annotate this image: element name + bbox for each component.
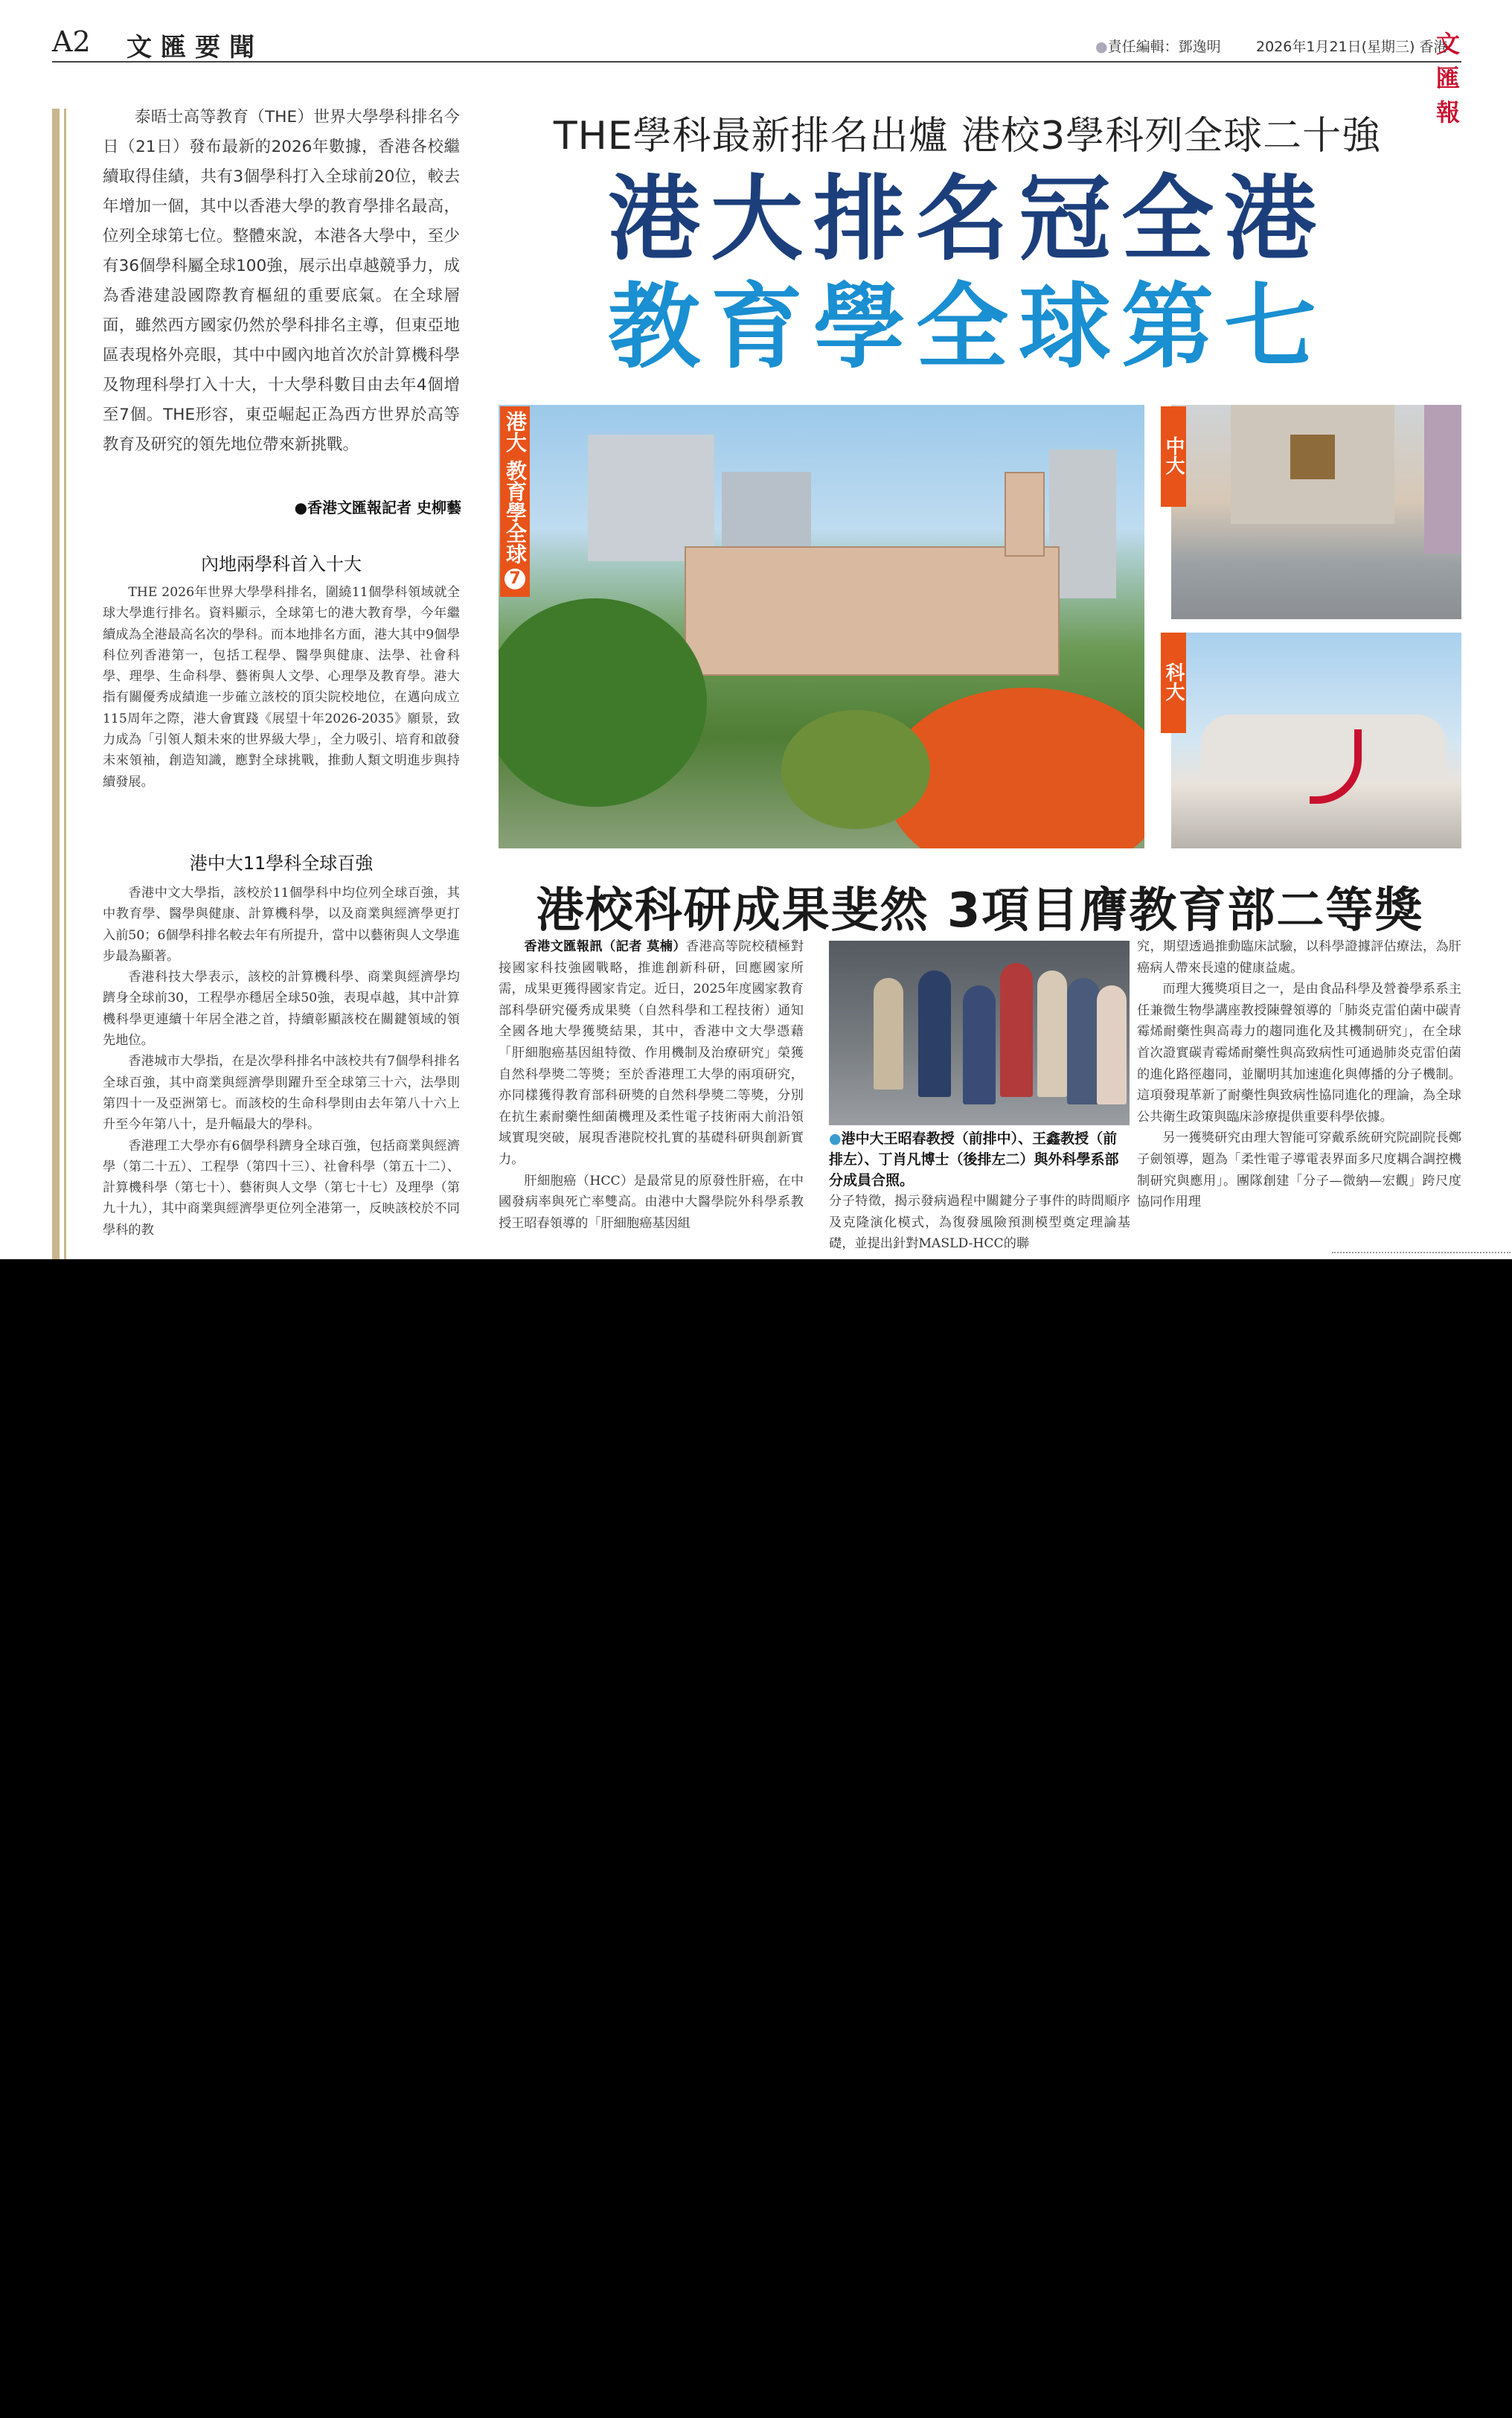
tag-hku-rank: 7 — [504, 569, 525, 589]
tree — [781, 710, 930, 829]
paragraph: THE 2026年世界大學學科排名，圍繞11個學科領域就全球大學進行排名。資料顯示，全球第七的港大教育學，今年繼續成為全港最高名次的學科。而本地排名方面，港大其中9個學科位列香港第一，包括工程學、醫學與健康、法學、社會科學、理學、生命科學、藝術與人文學、心理學及教育學。港大指有關優秀成績進一步確立該校的頂尖院校地位，在邁向成立115周年之際，港大會實踐《展望十年2026-2035》願景，致力成為「引領人類未來的世界級大學」，全力吸引、培育和啟發未來領袖，創造知識，應對全球挑戰，推動人類文明進步與持續發展。 — [103, 585, 460, 790]
issue-date: 2026年1月21日(星期三) 香港 — [1256, 39, 1448, 55]
research-column-2 — [829, 1191, 1130, 1255]
bullet-icon: ● — [1095, 39, 1108, 55]
research-column-3 — [1137, 936, 1461, 1213]
photo-caption — [829, 1128, 1130, 1191]
clock-tower — [1005, 472, 1045, 557]
paragraph: 香港城市大學指，在是次學科排名中該校共有7個學科排名全球百強，其中商業與經濟學則躍升至全球第三十六，法學則第四十一及亞洲第七。而該校的生命科學則由去年第八十六上升至今年第八十，是升幅最大的學科。 — [103, 1054, 460, 1133]
dateline: 香港文匯報訊（記者 莫楠） — [524, 939, 686, 954]
page-number: A2 — [52, 25, 91, 58]
person — [918, 970, 951, 1097]
intro-paragraph: 泰晤士高等教育（THE）世界大學學科排名今日（21日）發布最新的2026年數據，香港各校繼續取得佳績，共有3個學科打入全球前20位，較去年增加一個，其中以香港大學的教育學排名最高，位列全球第七位。整體來說，本港各大學中，至少有36個學科屬全球100強，展示出卓越競爭力，成為香港建設國際教育樞紐的重要底氣。在全球層面，雖然西方國家仍然於學科排名主導，但東亞地區表現格外亮眼，其中中國內地首次於計算機科學及物理科學打入十大，十大學科數目由去年4個增至7個。THE形容，東亞崛起正為西方世界於高等教育及研究的領先地位帶來新挑戰。 — [103, 108, 460, 454]
kicker-headline: THE學科最新排名出爐 港校3學科列全球二十強 — [553, 114, 1382, 159]
tag-hkust-label: 科大 — [1162, 662, 1185, 701]
paragraph: 香港理工大學亦有6個學科躋身全球百強，包括商業與經濟學（第二十五）、工程學（第四十三）、社會科學（第五十二）、計算機科學（第七十）、藝術與人文學（第七十七）及理學（第九十九），其中商業與經濟學更位列全港第一，反映該校於不同學科的教 — [103, 1138, 460, 1238]
main-headline-line2: 教育學全球第七 — [607, 273, 1327, 381]
emblem — [1290, 435, 1335, 479]
paragraph — [499, 936, 804, 1171]
main-building — [685, 546, 1060, 676]
column-rule-thin — [64, 109, 66, 1259]
cut-line — [1332, 1252, 1511, 1253]
person — [963, 985, 996, 1104]
tag-hku — [500, 406, 530, 597]
cuhk-campus-photo — [1171, 405, 1461, 619]
editor-credit — [1095, 36, 1221, 56]
page-header — [52, 22, 1461, 127]
paragraph: 香港科技大學表示，該校的計算機科學、商業與經濟學均躋身全球前30，工程學亦穩居全球50強，表現卓越，其中計算機科學更連續十年居全港之首，持續彰顯該校在關鍵領域的領先地位。 — [103, 970, 460, 1049]
person — [1037, 970, 1067, 1097]
banner-column — [1424, 405, 1461, 554]
blank-area — [0, 1259, 1512, 2418]
masthead-logo: 文匯報 — [1436, 30, 1461, 127]
subhead-mainland: 內地兩學科首入十大 — [201, 554, 362, 575]
tag-cuhk — [1146, 406, 1186, 507]
tag-cuhk-sub: 4學科全球五十強 — [1146, 409, 1160, 502]
tag-hkust — [1146, 633, 1186, 733]
section-title: 文匯要聞 — [126, 33, 263, 63]
hku-main-building-photo — [499, 405, 1144, 848]
paragraph: 究，期望透過推動臨床試驗，以科學證據評估療法，為肝癌病人帶來長遠的健康益處。 — [1137, 939, 1461, 976]
caption-bullet-icon: ● — [829, 1130, 842, 1147]
research-column-1 — [499, 936, 804, 1234]
paragraph: 分子特徵，揭示發病過程中關鍵分子事件的時間順序及克隆演化模式，為復發風險預測模型奠定理論基礎，並提出針對MASLD-HCC的聯 — [829, 1194, 1130, 1252]
editor-name: 責任編輯：鄧逸明 — [1107, 39, 1221, 55]
paragraph: 香港中文大學指，該校於11個學科中均位列全球百強，其中教育學、醫學與健康、計算機科學，以及商業與經濟學更打入前50；6個學科排名較去年有所提升，當中以藝術與人文學進步最為顯著。 — [103, 886, 460, 964]
column-rule — [52, 109, 60, 1259]
tag-hkust-sub: 3學科全球五十強 — [1146, 636, 1160, 728]
main-headline-line1: 港大排名冠全港 — [607, 165, 1327, 273]
person — [1067, 978, 1100, 1104]
paragraph: 肝細胞癌（HCC）是最常見的原發性肝癌，在中國發病率與死亡率雙高。由港中大醫學院外科學系教授王昭春領導的「肝細胞癌基因組 — [499, 1173, 804, 1231]
article-universities — [103, 883, 460, 1241]
modern-building — [588, 435, 714, 561]
tree — [499, 598, 707, 807]
subhead-cuhk: 港中大11學科全球百強 — [189, 853, 374, 874]
person — [1000, 963, 1033, 1097]
paragraph: 另一獲獎研究由理大智能可穿戴系統研究院副院長鄭子劍領導，題為「柔性電子導電表界面多尺度耦合調控機制研究與應用」。團隊創建「分子—微納—宏觀」跨尺度協同作用理 — [1137, 1130, 1461, 1210]
research-team-photo — [829, 941, 1130, 1125]
byline: ●香港文匯報記者 史柳藝 — [294, 499, 461, 516]
paragraph-text: 香港高等院校積極對接國家科技強國戰略，推進創新科研，回應國家所需，成果更獲得國家肯定。近日，2025年度國家教育部科學研究優秀成果獎（自然科學和工程技術）通知全國各地大學獲獎結果，其中，香港中文大學憑藉「肝細胞癌基因組特徵、作用機制及治療研究」榮獲自然科學獎二等獎；至於香港理工大學的兩項研究，亦同樣獲得教育部科研獎的自然科學獎二等獎，分別在抗生素耐藥性細菌機理及柔性電子技術兩大前沿領域實現突破，展現香港院校扎實的基礎科研與創新實力。 — [499, 939, 804, 1167]
tag-hku-label: 港大 教育學全球 — [503, 411, 528, 564]
paragraph: 而理大獲獎項目之一，是由食品科學及營養學系系主任兼微生物學講座教授陳聲領導的「肺炎克雷伯菌中碳青霉烯耐藥性與高毒力的趨同進化及其機制研究」，在全球首次證實碳青霉烯耐藥性與高致病性可通過肺炎克雷伯菌的進化路徑趨同，並闡明其加速進化與傳播的分子機制。這項發現革新了耐藥性與致病性協同進化的理論，為全球公共衛生政策與臨床診療提供重要科學依據。 — [1137, 982, 1461, 1125]
tag-cuhk-label: 中大 — [1162, 435, 1185, 475]
person — [874, 978, 903, 1090]
research-headline: 港校科研成果斐然 3項目膺教育部二等獎 — [536, 883, 1424, 938]
person — [1097, 985, 1127, 1104]
caption-text: 港中大王昭春教授（前排中）、王鑫教授（前排左）、丁肖凡博士（後排左二）與外科學系部分成員合照。 — [829, 1130, 1119, 1189]
article-hku — [103, 582, 460, 793]
